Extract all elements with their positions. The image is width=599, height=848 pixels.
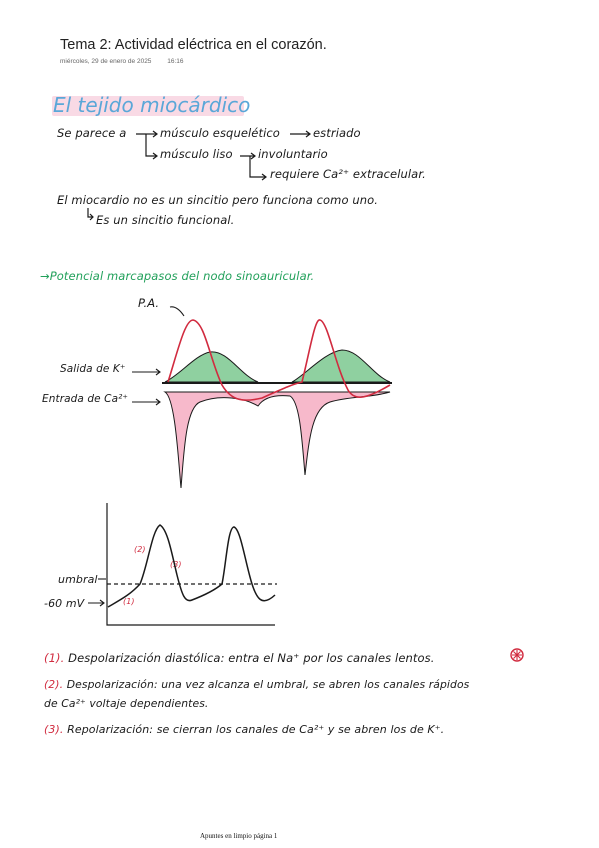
mark-1: (1) bbox=[123, 597, 135, 606]
label-entrada-ca: Entrada de Ca²⁺ bbox=[42, 393, 129, 405]
note-1-number: (1). bbox=[44, 651, 65, 665]
date-text: miércoles, 29 de enero de 2025 bbox=[60, 58, 152, 65]
note-1 bbox=[44, 651, 434, 665]
page-title: Tema 2: Actividad eléctrica en el corazón. bbox=[60, 37, 327, 53]
mark-3: (3) bbox=[170, 560, 182, 569]
ca-inflow-area bbox=[165, 392, 390, 488]
asterisk-icon bbox=[510, 648, 524, 662]
time-text: 16:16 bbox=[167, 58, 184, 65]
section-heading-marcapasos bbox=[40, 269, 314, 283]
pacemaker-potential-graph bbox=[0, 495, 599, 645]
text-estriado: estriado bbox=[313, 126, 361, 140]
note-2-text: Despolarización: una vez alcanza el umbral, se abren los canales rápidos bbox=[66, 678, 470, 691]
label-umbral: umbral bbox=[58, 573, 98, 586]
text-musculo-esqueletico: músculo esquelético bbox=[160, 126, 280, 140]
label-60mv: -60 mV bbox=[44, 597, 85, 610]
note-2 bbox=[44, 678, 469, 691]
text-miocardio: El miocardio no es un sincitio pero funciona como uno. bbox=[57, 193, 379, 207]
section1-arrows bbox=[0, 0, 599, 260]
mark-2: (2) bbox=[134, 545, 146, 554]
note-3-text: Repolarización: se cierran los canales de Ca²⁺ y se abren los de K⁺. bbox=[67, 723, 445, 736]
graph-axes bbox=[107, 503, 275, 625]
text-musculo-liso: músculo liso bbox=[160, 147, 233, 161]
text-involuntario: involuntario bbox=[258, 147, 328, 161]
note-1-text: Despolarización diastólica: entra el Na⁺ por los canales lentos. bbox=[68, 651, 435, 665]
note-2-continued: de Ca²⁺ voltaje dependientes. bbox=[44, 697, 209, 710]
k-outflow-area-2 bbox=[292, 350, 390, 382]
pacemaker-waveform bbox=[108, 525, 275, 607]
ion-current-diagram bbox=[0, 290, 599, 490]
arrow-estriado bbox=[290, 131, 310, 137]
page-footer: Apuntes en limpio página 1 bbox=[200, 832, 278, 840]
label-pa: P.A. bbox=[138, 296, 160, 310]
arrow-icon: → bbox=[40, 269, 50, 283]
text-sincitio-funcional: Es un sincitio funcional. bbox=[96, 213, 235, 227]
note-2-number: (2). bbox=[44, 678, 64, 691]
label-salida-k: Salida de K⁺ bbox=[60, 363, 126, 375]
text-requiere-ca: requiere Ca²⁺ extracelular. bbox=[270, 167, 426, 181]
text-se-parece: Se parece a bbox=[57, 126, 127, 140]
bracket-arrow bbox=[136, 134, 156, 156]
note-3-number: (3). bbox=[44, 723, 64, 736]
note-3 bbox=[44, 723, 444, 736]
section-heading-tejido: El tejido miocárdico bbox=[53, 93, 251, 117]
heading-text: Potencial marcapasos del nodo sinoauricular. bbox=[49, 269, 315, 283]
